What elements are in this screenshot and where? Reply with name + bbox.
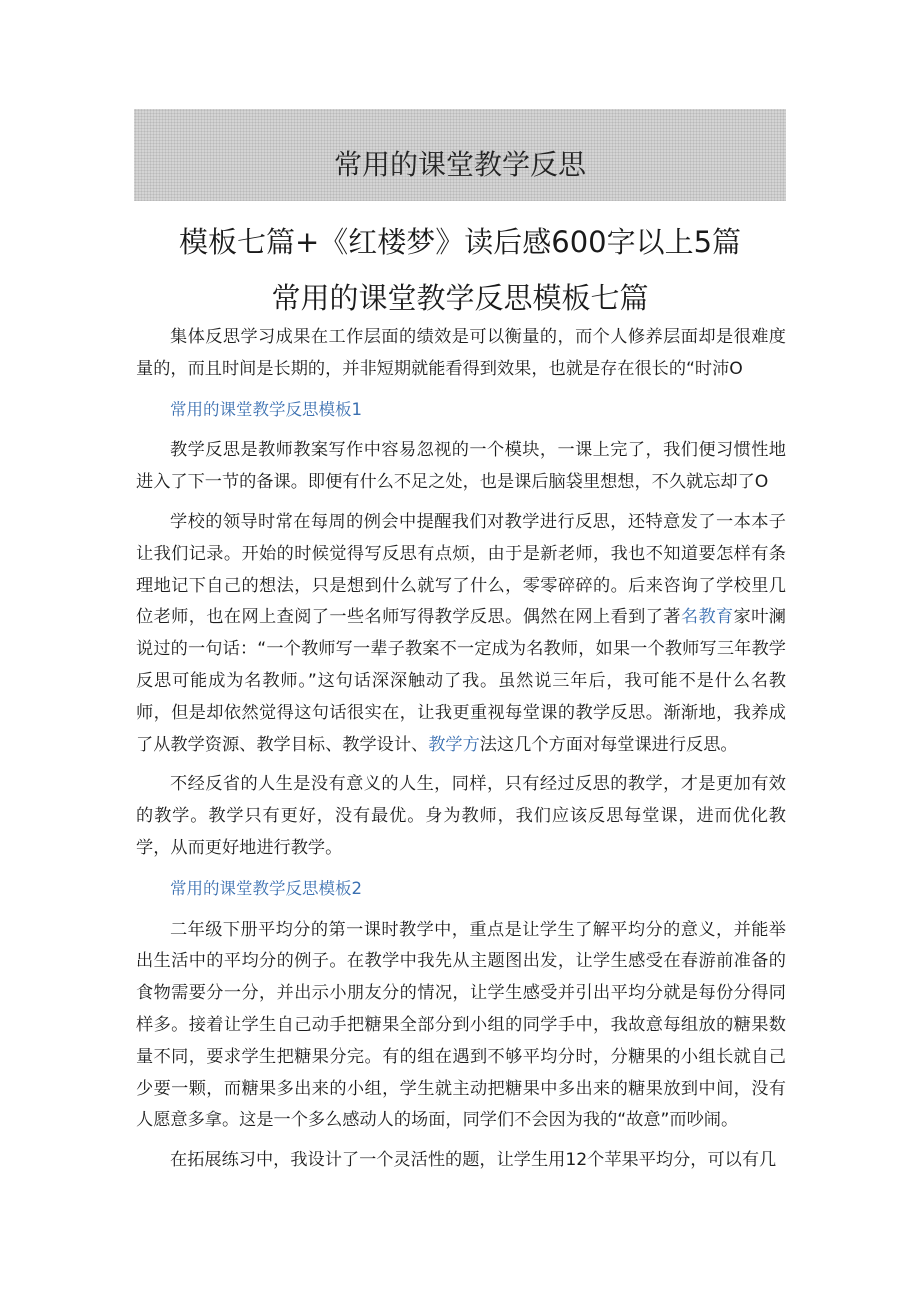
intro-paragraph: 集体反思学习成果在工作层面的绩效是可以衡量的，而个人修养层面却是很难度量的，而且时间是长期的，并非短期就能看得到效果，也就是存在很长的“时沛O <box>136 327 786 379</box>
section-2-paragraph-1: 二年级下册平均分的第一课时教学中，重点是让学生了解平均分的意义，并能举出生活中的平均分的例子。在教学中我先从主题图出发，让学生感受在春游前准备的食物需要分一分，并出示小朋友分的情况，让学生感受并引出平均分就是每份分得同样多。接着让学生自己动手把糖果全部分到小组的同学手中，我故意每组放的糖果数量不同，要求学生把糖果分完。有的组在遇到不够平均分时，分糖果的小组长就自己少要一颗，而糖果多出来的小组，学生就主动把糖果中多出来的糖果放到中间，没有人愿意多拿。这是一个多么感动人的场面，同学们不会因为我的“故意”而吵闹。 <box>136 919 786 1131</box>
title-banner <box>134 109 786 201</box>
section-1-paragraph-1: 教学反思是教师教案写作中容易忽视的一个模块，一课上完了，我们便习惯性地进入了下一节的备课。即便有什么不足之处，也是课后脑袋里想想，不久就忘却了O <box>136 440 786 493</box>
paragraph-text: 法这几个方面对每堂课进行反思。 <box>479 734 738 755</box>
paragraph-text: 家叶澜说过的一句话：“一个教师写一辈子教案不一定成为名教师，如果一个教师写三年教学反思可能成为名教师。”这句话深深触动了我。虽然说三年后，我可能不是什么名教师，但是却依然觉得这句话很实在，让我更重视每堂课的教学反思。渐渐地，我养成了从教学资源、教学目标、教学设计、 <box>136 607 786 755</box>
section-2-paragraph-2: 在拓展练习中，我设计了一个灵活性的题，让学生用12个苹果平均分，可以有几 <box>170 1150 777 1171</box>
document-title-line-2: 常用的课堂教学反思模板七篇 <box>271 281 649 315</box>
document-body <box>136 322 786 1185</box>
link-teaching-method[interactable]: 教学方 <box>428 734 480 755</box>
banner-title: 常用的课堂教学反思 <box>333 148 586 181</box>
section-1-heading: 常用的课堂教学反思模板1 <box>170 399 362 419</box>
section-1-paragraph-2 <box>136 507 786 761</box>
section-2-heading: 常用的课堂教学反思模板2 <box>170 878 362 898</box>
link-famous-education[interactable]: 名教育 <box>680 607 734 628</box>
paragraph-text: 学校的领导时常在每周的例会中提醒我们对教学进行反思，还特意发了一本本子让我们记录。开始的时候觉得写反思有点烦，由于是新老师，我也不知道要怎样有条理地记下自己的想法，只是想到什么就写了什么，零零碎碎的。后来咨询了学校里几位老师，也在网上查阅了一些名师写得教学反思。偶然在网上看到了著 <box>136 511 786 628</box>
document-title-line-1: 模板七篇+《红楼梦》读后感600字以上5篇 <box>178 225 742 259</box>
section-1-paragraph-3: 不经反省的人生是没有意义的人生，同样，只有经过反思的教学，才是更加有效的教学。教学只有更好，没有最优。身为教师，我们应该反思每堂课，进而优化教学，从而更好地进行教学。 <box>136 774 786 858</box>
